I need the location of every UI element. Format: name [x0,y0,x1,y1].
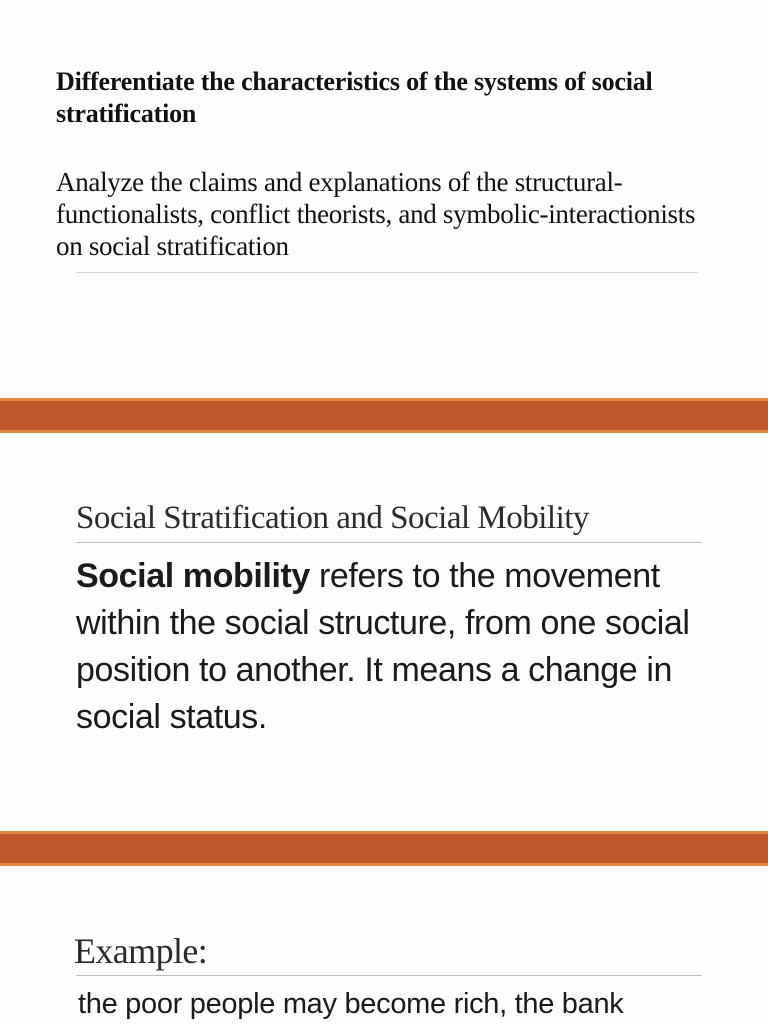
slide-2-body [76,553,716,741]
slide-separator-2 [0,831,768,866]
slide-objectives [0,0,768,398]
slide-1-title: Differentiate the characteristics of the systems of social stratification [56,67,653,128]
slide-2-body-term: Social mobility [76,557,310,595]
slide-1-subtitle: Analyze the claims and explanations of the structural-functionalists, conflict theorists, and symbolic-interactionists on social stratification [56,167,696,261]
slide-2-title-underline [76,542,702,543]
slide-2-title: Social Stratification and Social Mobility [76,500,589,536]
slide-3-title: Example: [74,931,208,971]
slide-3-title-underline [76,975,702,976]
slide-2-body-definition: refers to the movement within the social structure, from one social position to another. It means a change in social status. [76,557,690,736]
slide-1-divider-line [76,272,698,273]
slide-separator-1 [0,398,768,433]
slide-3-body: the poor people may become rich, the bank [78,988,624,1020]
